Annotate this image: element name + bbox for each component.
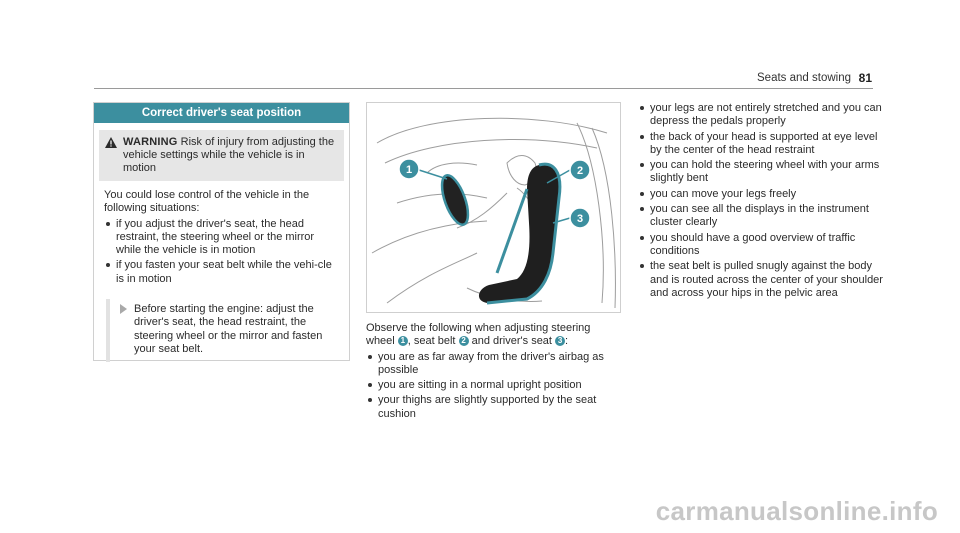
callout-1	[399, 159, 419, 179]
checklist	[638, 102, 883, 300]
list-item: you are sitting in a normal upright position	[366, 379, 621, 392]
seat-illustration	[366, 102, 621, 313]
page-number: 81	[858, 71, 872, 85]
list-item: you can see all the displays in the instrument cluster clearly	[638, 203, 883, 230]
info-box	[93, 102, 350, 361]
list-item: you can move your legs freely	[638, 188, 883, 201]
list-item: the seat belt is pulled snugly against the body and is routed across the center of your shoulder and across your hips in the pelvic area	[638, 260, 883, 300]
observe-section	[366, 322, 621, 423]
arrow-right-icon	[120, 304, 127, 314]
step-text: Before starting the engine: adjust the driver's seat, the head restraint, the steering wheel or the mirror and fasten your seat belt.	[134, 303, 323, 355]
callout-2	[570, 160, 590, 180]
warning-text: Risk of injury from adjusting the vehicle settings while the vehicle is in motion	[123, 136, 335, 174]
instruction-step	[106, 299, 341, 362]
box-list	[104, 218, 341, 286]
list-item: you are as far away from the driver's airbag as possible	[366, 351, 621, 378]
list-item: your legs are not entirely stretched and you can depress the pedals properly	[638, 102, 883, 129]
list-item: if you fasten your seat belt while the vehi-cle is in motion	[104, 259, 341, 286]
warning-icon	[105, 137, 117, 148]
svg-text:3: 3	[576, 213, 584, 225]
warning-panel	[99, 130, 344, 181]
checklist-continued	[638, 102, 883, 302]
header-rule	[94, 88, 873, 89]
callout-3	[570, 208, 590, 228]
svg-text:2: 2	[576, 165, 584, 177]
svg-text:1: 1	[405, 164, 413, 176]
observe-list	[366, 351, 621, 421]
list-item: the back of your head is supported at eye level by the center of the head restraint	[638, 131, 883, 158]
callout-2-ref: 2	[459, 336, 469, 346]
list-item: your thighs are slightly supported by the seat cushion	[366, 394, 621, 421]
list-item: if you adjust the driver's seat, the head restraint, the steering wheel or the mirror while the vehicle is in motion	[104, 218, 341, 258]
list-item: you should have a good overview of traffic conditions	[638, 232, 883, 259]
callout-1-ref: 1	[398, 336, 408, 346]
section-title: Seats and stowing	[757, 72, 851, 84]
driver-seat-drawing	[367, 103, 620, 312]
warning-label: WARNING	[123, 136, 178, 148]
observe-intro: Observe the following when adjusting steering wheel 1 , seat belt 2 and driver's seat 3 :	[366, 322, 591, 348]
box-intro: You could lose control of the vehicle in the following situations:	[104, 189, 310, 215]
list-item: you can hold the steering wheel with your arms slightly bent	[638, 159, 883, 186]
box-heading: Correct driver's seat position	[94, 103, 349, 123]
callout-3-ref: 3	[555, 336, 565, 346]
watermark: carmanualsonline.info	[655, 496, 938, 526]
